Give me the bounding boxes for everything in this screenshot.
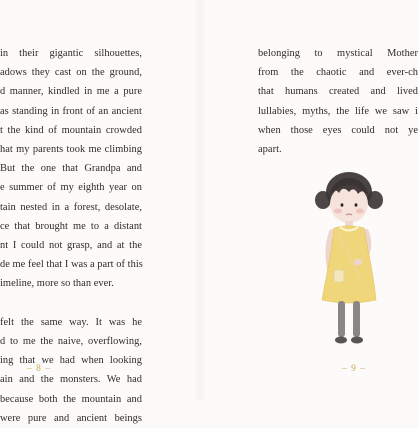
page-number-right: – 9 – (342, 364, 366, 374)
left-page-text (0, 44, 142, 428)
text-line: t the kind of mountain crowded (0, 124, 142, 136)
text-line: hat my parents took me climbing (0, 144, 142, 156)
book-gutter (193, 0, 207, 400)
text-line: that humans created and lived (258, 86, 418, 98)
left-page (0, 0, 200, 424)
text-line: felt the same way. It was he (0, 316, 142, 328)
text-line: ing that we had when looking (0, 355, 142, 367)
text-line: e summer of my eighth year on (0, 182, 142, 194)
text-line: because both the mountain and (0, 393, 142, 405)
text-line: as standing in front of an ancient (0, 105, 142, 117)
text-line: ain and the monsters. We had (0, 374, 142, 386)
text-line: But the one that Grandpa and (0, 163, 142, 175)
text-line: d manner, kindled in me a pure (0, 86, 142, 98)
text-line: when those eyes could not ye (258, 124, 418, 136)
text-line: in their gigantic silhouettes, (0, 48, 142, 59)
text-line: nt I could not grasp, and at the (0, 240, 142, 252)
text-line: ce that brought me to a distant (0, 220, 142, 232)
right-page-text (258, 44, 418, 159)
text-line: de me feel that I was a part of this (0, 259, 143, 271)
girl-in-yellow-dress-illustration (314, 170, 384, 348)
text-line: from the chaotic and ever-ch (258, 67, 418, 79)
text-line: were pure and ancient beings (0, 412, 142, 424)
page-number-left: – 8 – (27, 364, 51, 374)
text-line: lullabies, myths, the life we saw i (258, 105, 418, 117)
text-line: tain nested in a forest, desolate, (0, 201, 142, 213)
text-line: imeline, more so than ever. (0, 278, 114, 290)
text-line: d to me the naive, overflowing, (0, 336, 142, 348)
text-line: apart. (258, 144, 282, 156)
text-line: belonging to mystical Mother (258, 48, 418, 59)
text-line: adows they cast on the ground, (0, 67, 142, 79)
